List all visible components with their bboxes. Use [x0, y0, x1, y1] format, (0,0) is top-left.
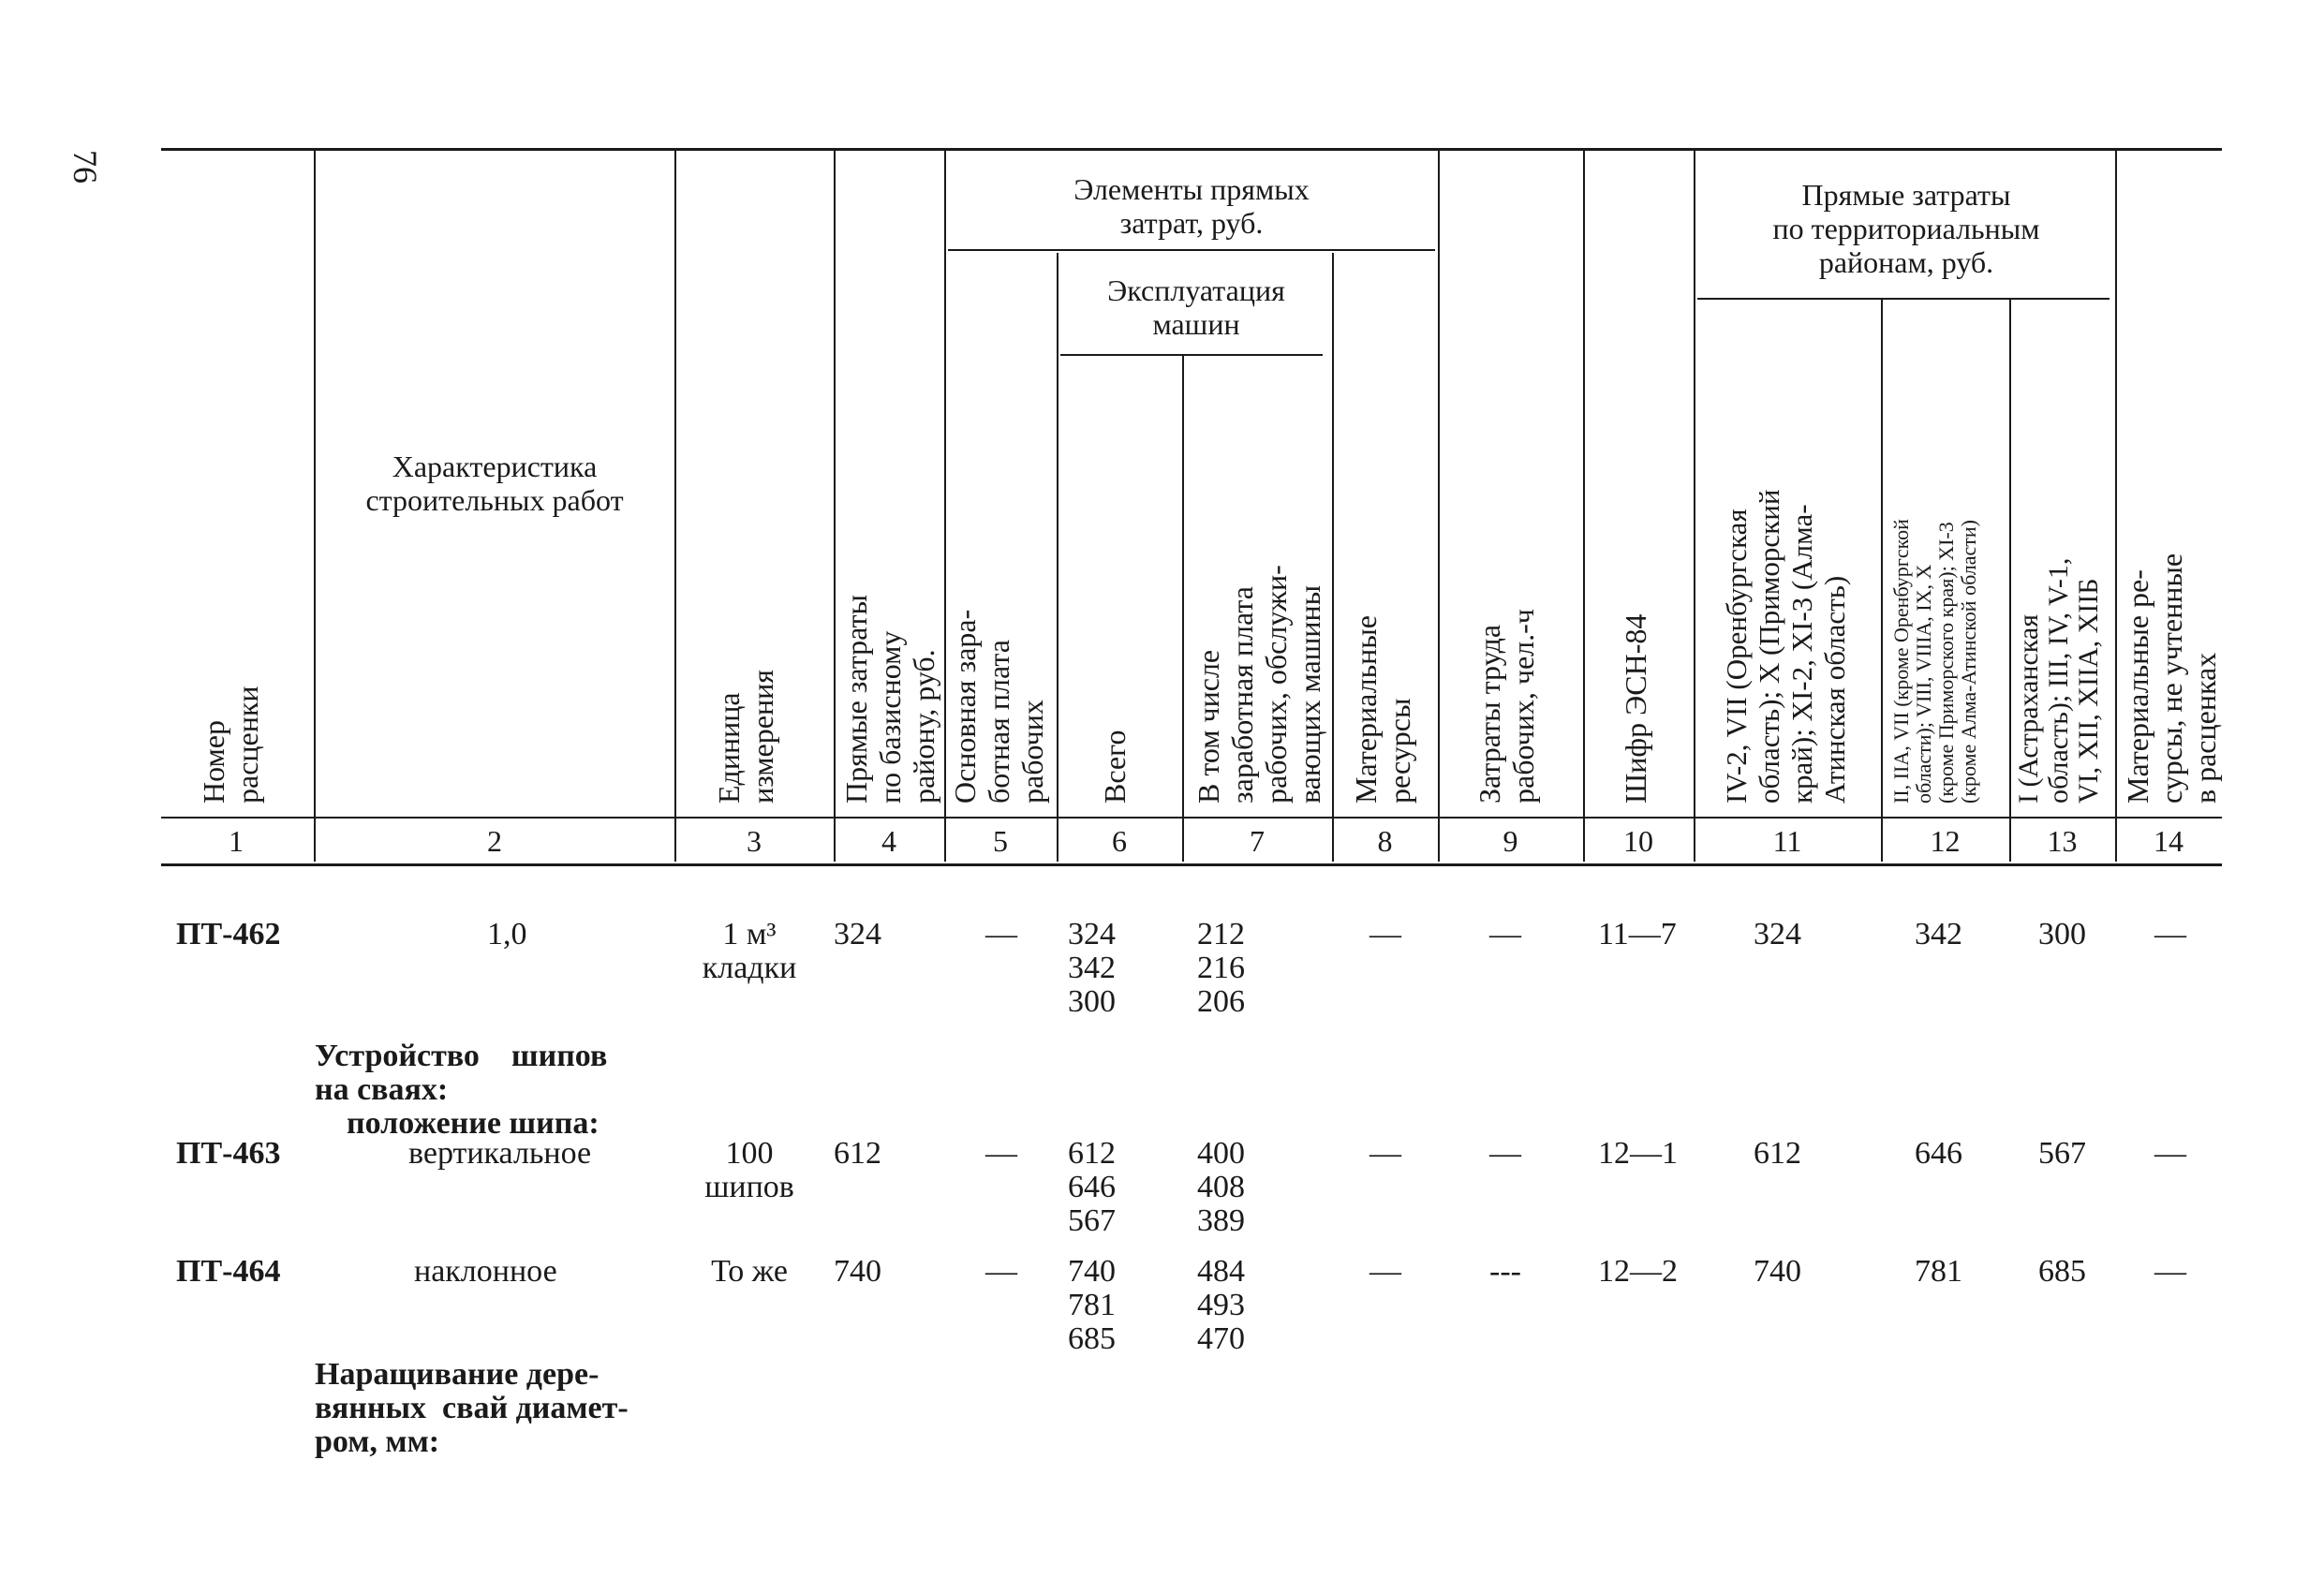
col-divider — [1583, 150, 1585, 862]
col-number: 3 — [747, 824, 762, 858]
col-divider — [1182, 356, 1184, 862]
row-region-12: 342 — [1915, 917, 1962, 951]
row-extra-materials: — — [2154, 917, 2186, 951]
row-code: ПТ-462 — [176, 917, 281, 951]
header-col-machines-total: Всего — [1098, 730, 1132, 804]
col-divider — [314, 150, 316, 862]
row-region-13: 685 — [2038, 1254, 2086, 1289]
col-number: 11 — [1772, 824, 1802, 858]
row-labor: — — [1489, 1136, 1521, 1171]
col-number: 14 — [2154, 824, 2183, 858]
col-divider — [1438, 150, 1440, 862]
row-description: вертикальное — [408, 1136, 592, 1171]
row-esn: 12—1 — [1598, 1136, 1678, 1171]
row-wage: — — [985, 917, 1017, 951]
row-unit: То же — [711, 1254, 788, 1289]
row-region-12: 646 — [1915, 1136, 1962, 1171]
header-col-labor: Затраты труда рабочих, чел.-ч — [1473, 609, 1540, 804]
row-machines-total: 740 781 685 — [1068, 1254, 1116, 1356]
row-base-cost: 324 — [834, 917, 881, 951]
header-col-region-13: I (Астраханская область); III, IV, V-1, VI, XII, XIIА, XIIБ — [2013, 557, 2104, 804]
row-base-cost: 740 — [834, 1254, 881, 1289]
row-machines-wage: 212 216 206 — [1197, 917, 1245, 1019]
row-base-cost: 612 — [834, 1136, 881, 1171]
row-esn: 11—7 — [1598, 917, 1677, 951]
col-number: 10 — [1623, 824, 1653, 858]
row-wage: — — [985, 1136, 1017, 1171]
header-col-materials: Материальные ресурсы — [1349, 614, 1416, 804]
row-region-11: 612 — [1754, 1136, 1801, 1171]
row-description: наклонное — [414, 1254, 557, 1289]
header-col-region-12: II, IIА, VII (кроме Оренбургской области); VIII, VIIIА, IX, X (кроме Приморского края); XI-3 (кроме Алма-Атинской области) — [1889, 519, 1980, 804]
row-unit: 100 шипов — [704, 1136, 794, 1204]
row-machines-total: 324 342 300 — [1068, 917, 1116, 1019]
col-divider — [1694, 150, 1695, 862]
header-col-esn: Шифр ЭСН-84 — [1619, 613, 1652, 804]
row-description: 1,0 — [487, 917, 527, 951]
row-materials: — — [1369, 917, 1401, 951]
header-col-region-11: IV-2, VII (Оренбургская область); X (Приморский край); XI-2, XI-3 (Алма- Атинская область) — [1720, 489, 1851, 804]
section-heading: Устройство шипов на сваях: положение шипа: — [315, 1039, 608, 1141]
col-divider — [834, 150, 836, 862]
row-labor: — — [1489, 917, 1521, 951]
row-code: ПТ-463 — [176, 1136, 281, 1171]
row-wage: — — [985, 1254, 1017, 1289]
col-number: 8 — [1377, 824, 1393, 858]
col-number: 6 — [1112, 824, 1127, 858]
col-number: 13 — [2047, 824, 2078, 858]
row-materials: — — [1369, 1136, 1401, 1171]
row-region-13: 300 — [2038, 917, 2086, 951]
row-labor: --- — [1489, 1254, 1521, 1289]
section-heading: Наращивание дере- вянных свай диамет- ром, мм: — [315, 1357, 629, 1459]
row-materials: — — [1369, 1254, 1401, 1289]
row-machines-total: 612 646 567 — [1068, 1136, 1116, 1238]
page-number: 76 — [67, 150, 104, 184]
row-unit: 1 м³ кладки — [702, 917, 797, 985]
row-region-13: 567 — [2038, 1136, 2086, 1171]
territorial-group-rule — [1697, 298, 2109, 300]
col-number: 7 — [1250, 824, 1265, 858]
table-top-rule — [161, 148, 2222, 151]
row-region-11: 740 — [1754, 1254, 1801, 1289]
row-code: ПТ-464 — [176, 1254, 281, 1289]
col-number: 2 — [487, 824, 502, 858]
header-group-machines: Эксплуатация машин — [1107, 273, 1285, 341]
elements-group-rule — [948, 249, 1435, 251]
row-extra-materials: — — [2154, 1254, 2186, 1289]
header-col-characteristic: Характеристика строительных работ — [365, 450, 624, 517]
machines-group-rule — [1060, 354, 1323, 356]
row-machines-wage: 484 493 470 — [1197, 1254, 1245, 1356]
col-divider — [2115, 150, 2117, 862]
header-col-number: Номер расценки — [197, 686, 264, 804]
row-machines-wage: 400 408 389 — [1197, 1136, 1245, 1238]
col-number: 12 — [1930, 824, 1961, 858]
col-divider — [1332, 253, 1334, 862]
header-col-base-cost: Прямые затраты по базисному району, руб. — [839, 594, 940, 804]
col-divider — [944, 150, 946, 862]
col-number: 9 — [1502, 824, 1518, 858]
header-col-unit: Единица измерения — [712, 670, 779, 804]
header-col-machines-wage: В том числе заработная плата рабочих, обслужи- вающих машины — [1192, 565, 1326, 804]
row-extra-materials: — — [2154, 1136, 2186, 1171]
col-divider — [2009, 300, 2011, 862]
header-group-territorial: Прямые затраты по территориальным районам, руб. — [1772, 178, 2040, 279]
col-divider — [1057, 253, 1058, 862]
col-number: 1 — [229, 824, 244, 858]
col-divider — [674, 150, 676, 862]
col-number: 5 — [993, 824, 1008, 858]
row-region-11: 324 — [1754, 917, 1801, 951]
numbers-bottom-rule — [161, 863, 2222, 866]
header-col-extra-materials: Материальные ре- сурсы, не учтенные в расценках — [2121, 553, 2222, 804]
col-number: 4 — [881, 824, 896, 858]
row-esn: 12—2 — [1598, 1254, 1678, 1289]
header-col-wage: Основная зара- ботная плата рабочих — [948, 609, 1049, 804]
row-region-12: 781 — [1915, 1254, 1962, 1289]
header-group-elements: Элементы прямых затрат, руб. — [1073, 172, 1310, 240]
col-divider — [1881, 300, 1883, 862]
header-bottom-rule — [161, 817, 2222, 819]
